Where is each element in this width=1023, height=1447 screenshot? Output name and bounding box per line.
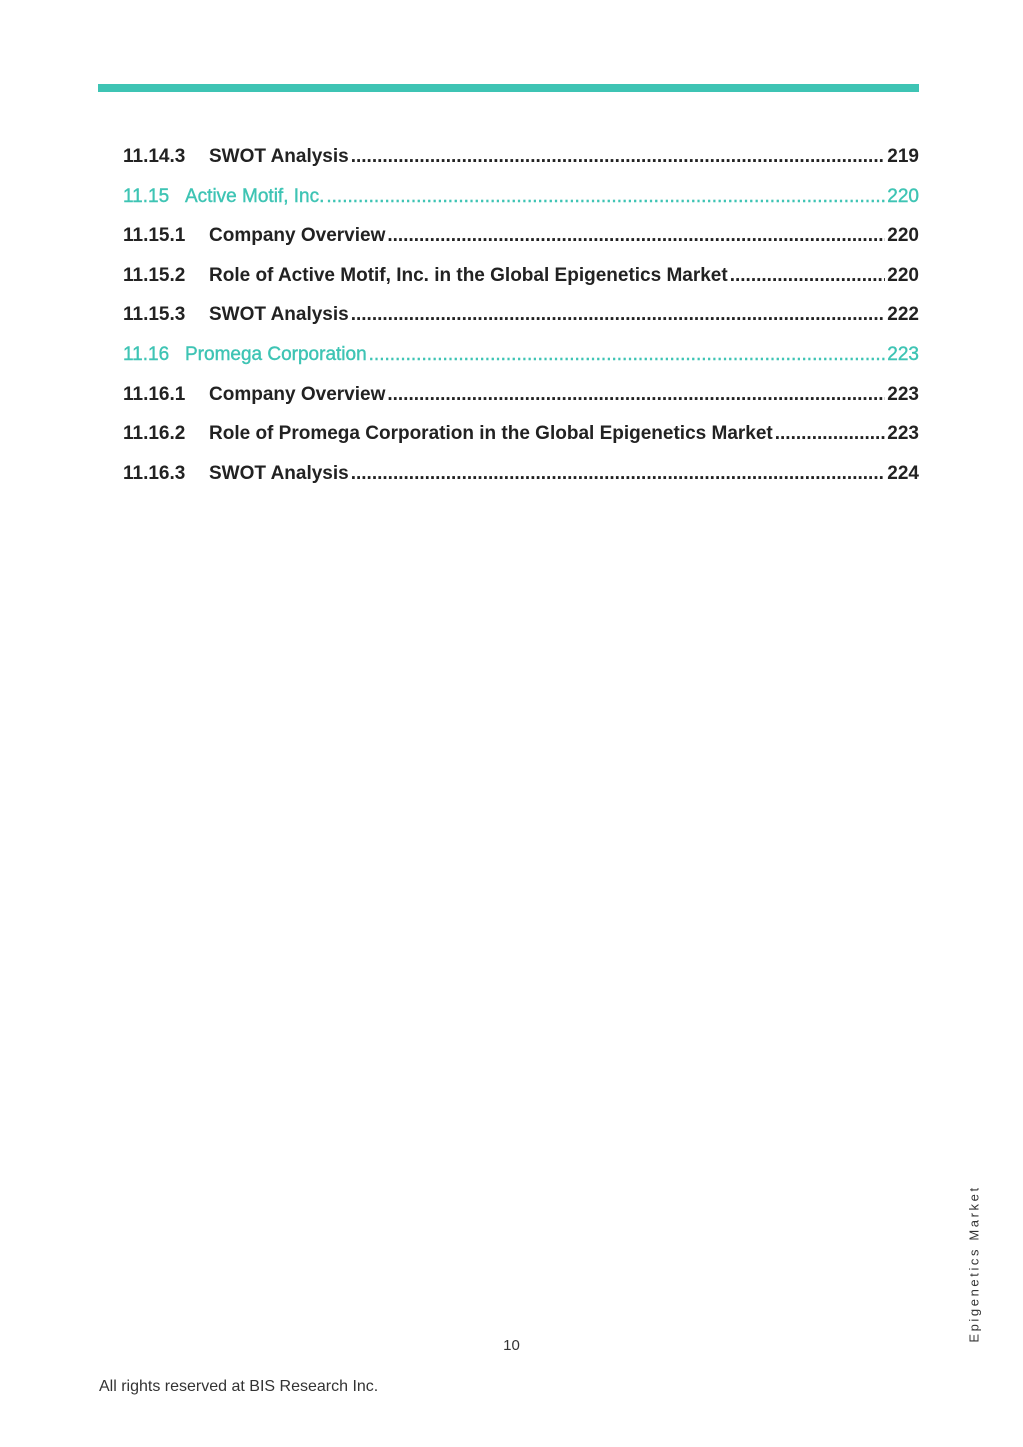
toc-entry-number: 11.15.2 <box>123 264 186 286</box>
toc-entry-page: 223 <box>887 343 919 365</box>
toc-entry-page: 220 <box>887 264 919 286</box>
toc-dot-leader <box>326 182 885 212</box>
toc-entry-number: 11.16.1 <box>123 383 186 405</box>
toc-entry-title: Company Overview <box>209 225 386 247</box>
toc-entry-number: 11.16.2 <box>123 423 186 445</box>
toc-entry[interactable] <box>123 142 919 182</box>
toc-entry-page: 219 <box>887 146 919 167</box>
toc-entry-number: 11.15 <box>123 185 170 207</box>
toc-dot-leader <box>730 261 886 291</box>
toc-entry-title: Promega Corporation <box>185 343 367 365</box>
toc-entry-number: 11.14.3 <box>123 146 186 167</box>
toc-entry-page: 222 <box>887 304 919 326</box>
toc-dot-leader <box>369 340 886 370</box>
side-report-label: Epigenetics Market <box>966 1185 982 1343</box>
toc-section-entry[interactable] <box>123 340 919 380</box>
toc-entry-title: SWOT Analysis <box>209 146 349 167</box>
toc-entry-number: 11.15.1 <box>123 225 186 247</box>
toc-entry-title: Company Overview <box>209 383 386 405</box>
toc-entry-page: 220 <box>887 225 919 247</box>
toc-entry-number: 11.15.3 <box>123 304 186 326</box>
toc-entry-page: 224 <box>887 462 919 484</box>
toc-entry[interactable] <box>123 261 919 301</box>
toc-entry[interactable] <box>123 221 919 261</box>
toc-entry-title: SWOT Analysis <box>209 304 349 326</box>
toc-entry[interactable] <box>123 300 919 340</box>
toc-dot-leader <box>387 380 885 410</box>
toc-entry-page: 223 <box>887 423 919 445</box>
toc-entry-page: 220 <box>887 185 919 207</box>
toc-entry[interactable] <box>123 459 919 499</box>
toc-entry-title: Role of Promega Corporation in the Global Epigenetics Market <box>209 423 773 445</box>
toc-dot-leader <box>387 221 885 251</box>
footer-copyright: All rights reserved at BIS Research Inc. <box>99 1378 379 1395</box>
toc-dot-leader <box>351 459 886 489</box>
toc-section-entry[interactable] <box>123 182 919 222</box>
toc-entry-title: Role of Active Motif, Inc. in the Global Epigenetics Market <box>209 264 728 286</box>
toc-entry-number: 11.16.3 <box>123 462 186 484</box>
toc-dot-leader <box>351 142 886 172</box>
toc-entry[interactable] <box>123 419 919 459</box>
toc-dot-leader <box>775 419 886 449</box>
toc-dot-leader <box>351 300 886 330</box>
toc-entry-number: 11.16 <box>123 343 170 365</box>
toc-entry-title: Active Motif, Inc. <box>185 185 325 207</box>
toc-entry[interactable] <box>123 380 919 420</box>
toc-entry-page: 223 <box>887 383 919 405</box>
page-number: 10 <box>503 1337 520 1354</box>
header-accent-rule <box>98 84 919 92</box>
toc-entry-title: SWOT Analysis <box>209 462 349 484</box>
table-of-contents <box>123 142 919 498</box>
